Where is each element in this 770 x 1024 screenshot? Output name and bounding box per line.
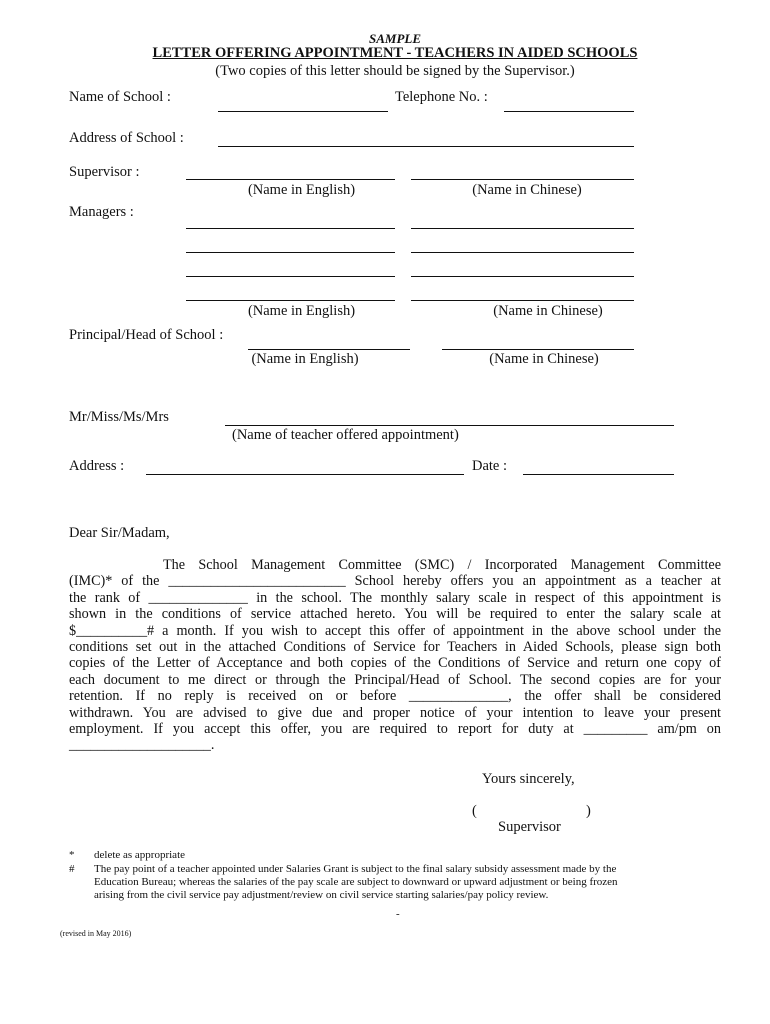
telephone-line[interactable] — [504, 111, 634, 112]
telephone-label: Telephone No. : — [395, 89, 488, 105]
date-line[interactable] — [523, 474, 674, 475]
footnote-mark: # — [69, 863, 75, 875]
letter-line: (IMC)* of the _________________________ School hereby offers you an appointment as a teacher at — [69, 573, 721, 590]
footnote-text: Education Bureau; whereas the salaries of the pay scale are subject to downward or upward adjustment or being frozen — [94, 876, 618, 888]
managers-chinese-caption: (Name in Chinese) — [493, 303, 603, 319]
teacher-name-caption: (Name of teacher offered appointment) — [232, 427, 459, 443]
supervisor-english-caption: (Name in English) — [247, 182, 356, 198]
principal-chinese-line[interactable] — [442, 349, 634, 350]
letter-line: retention. If no reply is received on or before ______________, the offer shall be considered — [69, 688, 721, 705]
letter-line: copies of the Letter of Acceptance and both copies of the Conditions of Service and return one copy of — [69, 655, 721, 672]
principal-english-caption: (Name in English) — [251, 351, 359, 367]
letter-line: shown in the conditions of service attached hereto. You will be required to enter the salary scale at — [69, 606, 721, 623]
supervisor-chinese-line[interactable] — [411, 179, 634, 180]
date-label: Date : — [472, 458, 508, 474]
page-mark: - — [396, 908, 400, 920]
signature-open-paren: ( — [472, 803, 477, 819]
managers-english-caption: (Name in English) — [247, 303, 356, 319]
document-title: LETTER OFFERING APPOINTMENT - TEACHERS IN AIDED SCHOOLS — [152, 45, 638, 61]
manager-4-english-line[interactable] — [186, 300, 395, 301]
letter-line: the rank of ______________ in the school. The monthly salary scale in respect of this appointment is — [69, 589, 721, 606]
footnote-text: arising from the civil service pay adjustment/review on civil service starting salaries/pay policy review. — [94, 889, 549, 901]
manager-3-chinese-line[interactable] — [411, 276, 634, 277]
address-of-school-label: Address of School : — [69, 130, 184, 146]
signatory: Supervisor — [498, 819, 561, 835]
letter-line: ____________________. — [69, 737, 215, 754]
supervisor-english-line[interactable] — [186, 179, 395, 180]
supervisor-chinese-caption: (Name in Chinese) — [472, 182, 582, 198]
footnote-text: delete as appropriate — [94, 849, 186, 861]
school-name-line[interactable] — [218, 111, 388, 112]
teacher-title-label: Mr/Miss/Ms/Mrs — [69, 409, 169, 425]
principal-english-line[interactable] — [248, 349, 410, 350]
manager-4-chinese-line[interactable] — [411, 300, 634, 301]
letter-line: conditions set out in the attached Conditions of Service for Teachers in Aided Schools, please sign both — [69, 639, 721, 656]
address-label: Address : — [69, 458, 125, 474]
manager-1-english-line[interactable] — [186, 228, 395, 229]
letter-line: withdrawn. You are advised to give due and proper notice of your intention to leave your present — [69, 704, 721, 721]
document-subtitle: (Two copies of this letter should be signed by the Supervisor.) — [215, 63, 575, 79]
managers-label: Managers : — [69, 204, 134, 220]
manager-2-chinese-line[interactable] — [411, 252, 634, 253]
sample-label: SAMPLE — [368, 31, 421, 46]
school-name-label: Name of School : — [69, 89, 171, 105]
letter-body — [69, 557, 721, 754]
manager-2-english-line[interactable] — [186, 252, 395, 253]
principal-chinese-caption: (Name in Chinese) — [489, 351, 599, 367]
address-of-school-line[interactable] — [218, 146, 634, 147]
supervisor-label: Supervisor : — [69, 164, 140, 180]
letter-line: The School Management Committee (SMC) / Incorporated Management Committee — [163, 557, 721, 573]
manager-1-chinese-line[interactable] — [411, 228, 634, 229]
revision-note: (revised in May 2016) — [60, 929, 132, 938]
address-line[interactable] — [146, 474, 464, 475]
signature-close-paren: ) — [586, 803, 591, 819]
letter-line: employment. If you accept this offer, you are required to report for duty at _________ am/pm on — [69, 721, 721, 738]
closing: Yours sincerely, — [482, 771, 575, 787]
letter-line: each document to me direct or through the Principal/Head of School. The second copies are for your — [69, 671, 721, 688]
footnote-text: The pay point of a teacher appointed under Salaries Grant is subject to the final salary subsidy assessment made by the — [94, 863, 617, 875]
letter-line: $__________# a month. If you wish to accept this offer of appointment in the above school under the — [69, 622, 721, 639]
salutation: Dear Sir/Madam, — [69, 525, 170, 541]
footnote-mark: * — [69, 849, 75, 861]
teacher-name-line[interactable] — [225, 425, 674, 426]
manager-3-english-line[interactable] — [186, 276, 395, 277]
principal-label: Principal/Head of School : — [69, 327, 224, 343]
